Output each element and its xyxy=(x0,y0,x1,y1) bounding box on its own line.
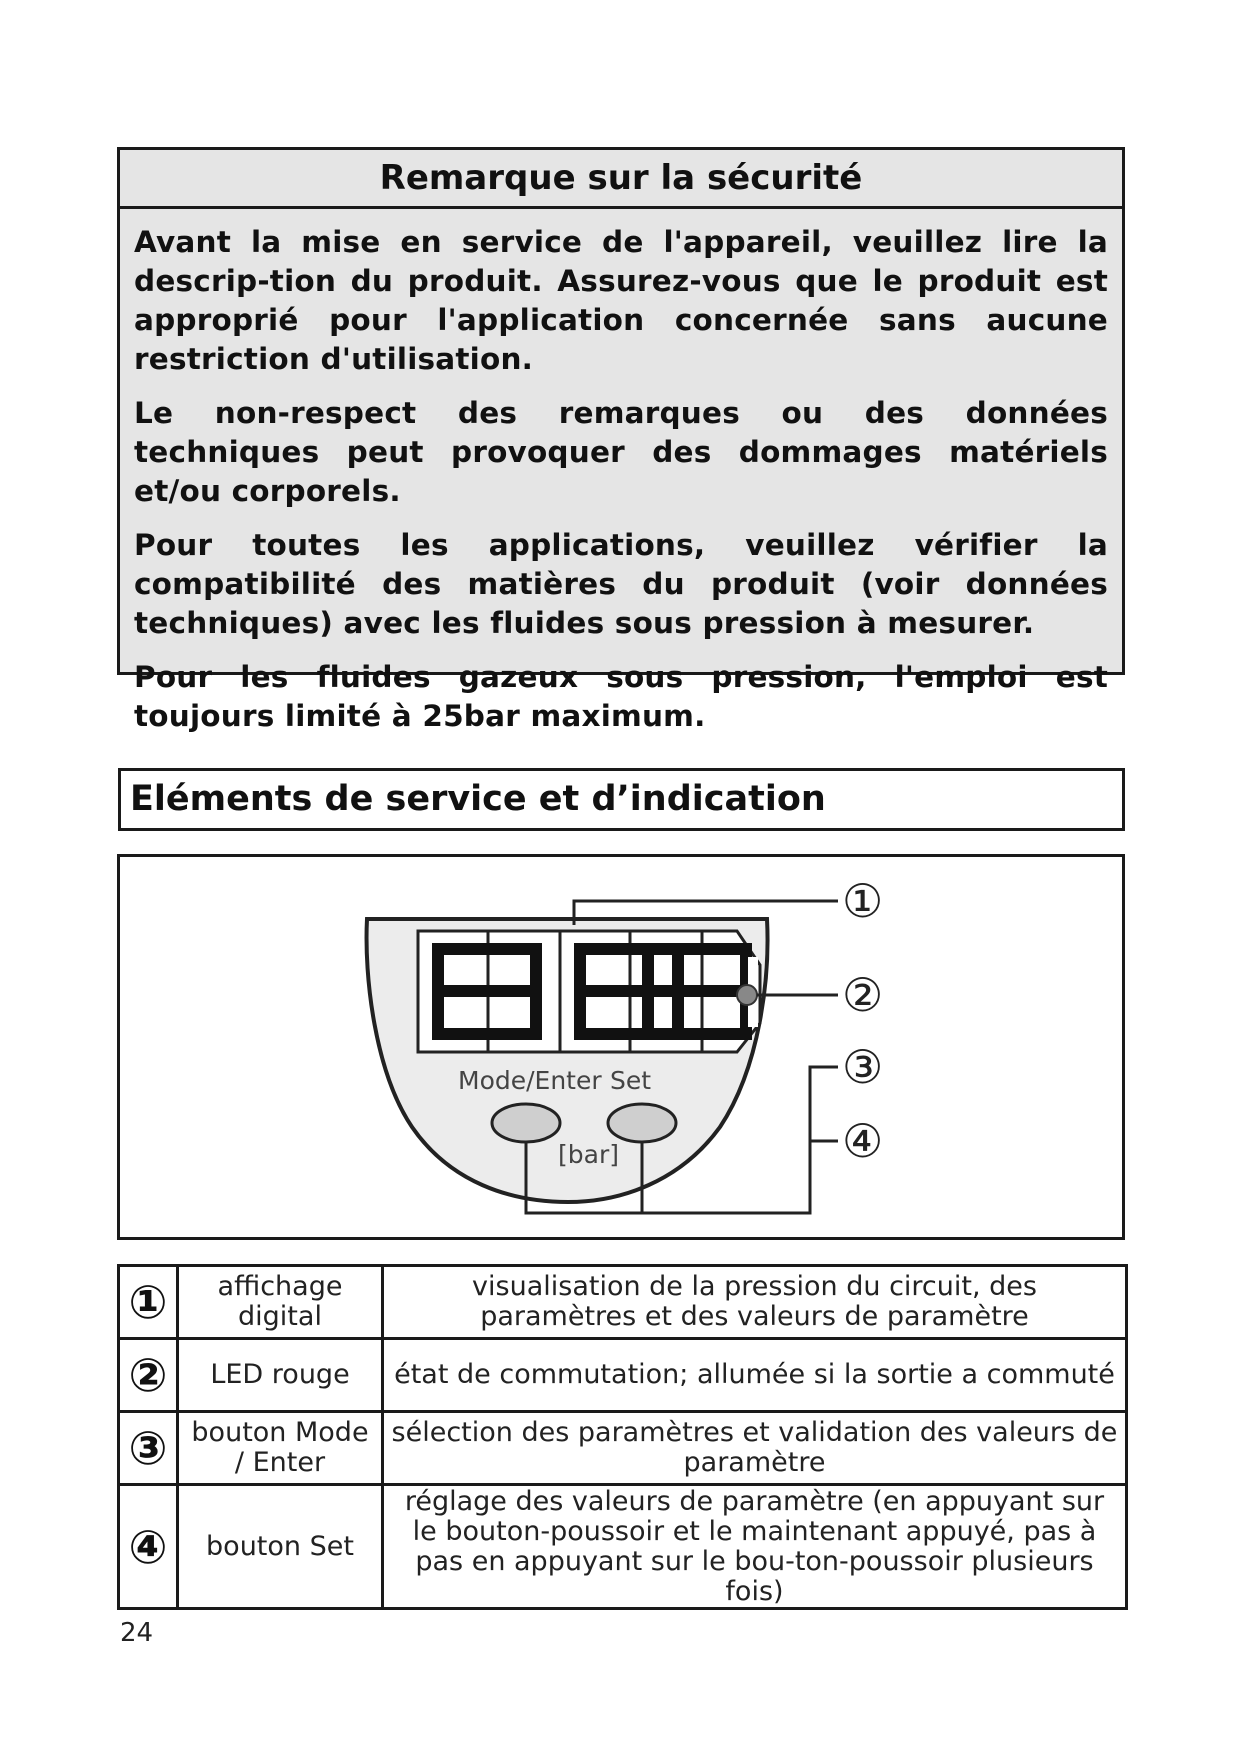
legend-number: ② xyxy=(119,1339,178,1412)
callout-2: ② xyxy=(842,968,884,1022)
callout-4: ④ xyxy=(842,1114,884,1168)
safety-paragraph-1: Avant la mise en service de l'appareil, veuillez lire la descrip-tion du produit. Assurez-vous que le produit est approprié pour l'application concernée sans aucune restriction d'utilisation. xyxy=(134,225,1108,376)
safety-paragraph-2: Le non-respect des remarques ou des données techniques peut provoquer des dommages matériels et/ou corporels. xyxy=(134,396,1108,508)
legend-element-name: affichage digital xyxy=(178,1266,383,1339)
legend-row xyxy=(119,1339,1127,1412)
safety-paragraph-3: Pour toutes les applications, veuillez vérifier la compatibilité des matières du produit (voir données techniques) avec les fluides sous pression à mesurer. xyxy=(134,528,1108,640)
legend-number: ③ xyxy=(119,1412,178,1485)
device-illustration xyxy=(120,857,1122,1237)
legend-description: visualisation de la pression du circuit, des paramètres et des valeurs de paramètre xyxy=(383,1266,1127,1339)
set-button[interactable] xyxy=(608,1104,676,1142)
section-heading: Eléments de service et d’indication xyxy=(118,768,1125,831)
safety-notice-box xyxy=(117,147,1125,733)
device-diagram xyxy=(117,854,1125,1240)
legend-table xyxy=(117,1264,1128,1610)
safety-paragraph-4: Pour les fluides gazeux sous pression, l'emploi est toujours limité à 25bar maximum. xyxy=(134,660,1108,733)
safety-notice-body xyxy=(120,209,1122,736)
mode-enter-label: Mode/Enter xyxy=(458,1066,602,1095)
legend-element-name: bouton Mode / Enter xyxy=(178,1412,383,1485)
safety-notice-title: Remarque sur la sécurité xyxy=(120,150,1122,209)
mode-enter-button[interactable] xyxy=(492,1104,560,1142)
legend-description: réglage des valeurs de paramètre (en appuyant sur le bouton-poussoir et le maintenant appuyé, pas à pas en appuyant sur le bou-ton-poussoir plusieurs fois) xyxy=(383,1485,1127,1609)
legend-element-name: bouton Set xyxy=(178,1485,383,1609)
set-label: Set xyxy=(610,1066,652,1095)
legend-number: ④ xyxy=(119,1485,178,1609)
legend-row xyxy=(119,1412,1127,1485)
legend-row xyxy=(119,1485,1127,1609)
legend-row xyxy=(119,1266,1127,1339)
legend-description: sélection des paramètres et validation des valeurs de paramètre xyxy=(383,1412,1127,1485)
callout-1: ① xyxy=(842,874,884,928)
callout-3: ③ xyxy=(842,1040,884,1094)
unit-label: [bar] xyxy=(558,1140,619,1169)
legend-element-name: LED rouge xyxy=(178,1339,383,1412)
legend-description: état de commutation; allumée si la sortie a commuté xyxy=(383,1339,1127,1412)
page-number: 24 xyxy=(120,1618,154,1648)
legend-number: ① xyxy=(119,1266,178,1339)
red-led xyxy=(737,985,757,1005)
